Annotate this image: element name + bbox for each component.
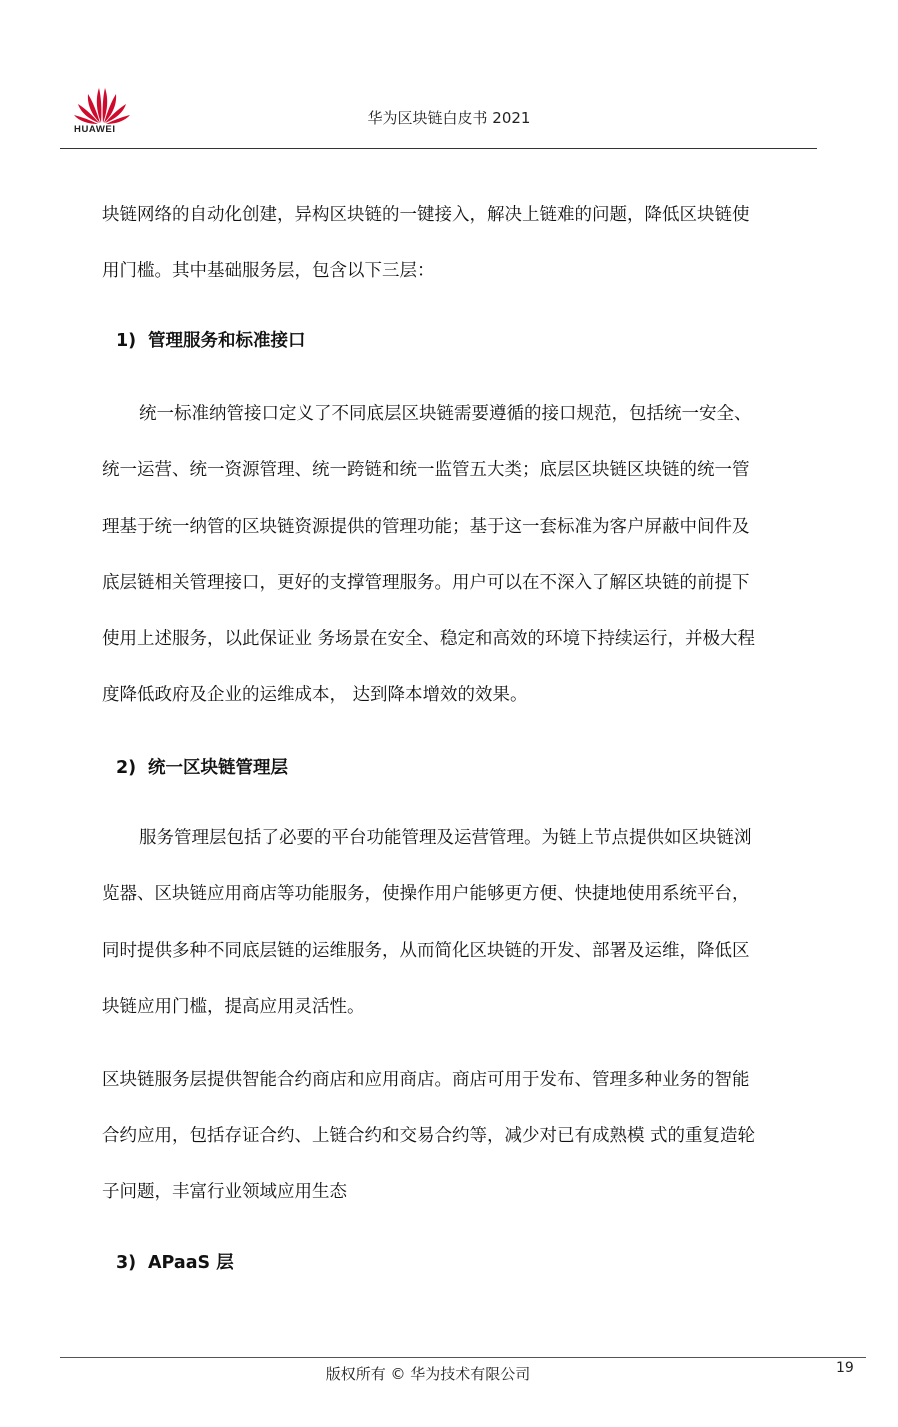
footer-divider (60, 1357, 866, 1358)
body-text-line: 用门槛。其中基础服务层，包含以下三层： (102, 261, 435, 281)
section-number: 1) (116, 331, 137, 351)
body-text-line: 块链网络的自动化创建，异构区块链的一键接入，解决上链难的问题，降低区块链使 (102, 205, 750, 225)
body-text-line: 统一标准纳管接口定义了不同底层区块链需要遵循的接口规范，包括统一安全、 (139, 404, 752, 424)
body-text-line: 服务管理层包括了必要的平台功能管理及运营管理。为链上节点提供如区块链浏 (139, 828, 752, 848)
body-text-line: 块链应用门槛，提高应用灵活性。 (102, 997, 365, 1017)
body-text-line: 览器、区块链应用商店等功能服务，使操作用户能够更方便、快捷地使用系统平台， (102, 884, 750, 904)
section-title: 管理服务和标准接口 (148, 331, 306, 351)
section-title: APaaS 层 (148, 1253, 234, 1273)
section-title: 统一区块链管理层 (148, 758, 288, 778)
document-header-title: 华为区块链白皮书 2021 (367, 109, 531, 127)
page-number: 19 (836, 1360, 854, 1376)
logo-wordmark: HUAWEI (74, 124, 116, 135)
body-text-line: 同时提供多种不同底层链的运维服务，从而简化区块链的开发、部署及运维，降低区 (102, 941, 750, 961)
body-text-line: 区块链服务层提供智能合约商店和应用商店。商店可用于发布、管理多种业务的智能 (102, 1070, 750, 1090)
body-text-line: 理基于统一纳管的区块链资源提供的管理功能；基于这一套标准为客户屏蔽中间件及 (102, 517, 750, 537)
header-divider (60, 148, 817, 149)
body-text-line: 度降低政府及企业的运维成本， 达到降本增效的效果。 (102, 685, 528, 705)
body-text-line: 合约应用，包括存证合约、上链合约和交易合约等，减少对已有成熟模 式的重复造轮 (102, 1126, 756, 1146)
section-heading-1 (116, 329, 306, 353)
footer-copyright: 版权所有 © 华为技术有限公司 (325, 1365, 531, 1383)
body-text-line: 统一运营、统一资源管理、统一跨链和统一监管五大类；底层区块链区块链的统一管 (102, 460, 750, 480)
body-text-line: 使用上述服务，以此保证业 务场景在安全、稳定和高效的环境下持续运行，并极大程 (102, 629, 756, 649)
section-heading-2 (116, 756, 288, 780)
section-heading-3 (116, 1251, 234, 1275)
body-text-line: 底层链相关管理接口，更好的支撑管理服务。用户可以在不深入了解区块链的前提下 (102, 573, 750, 593)
body-text-line: 子问题，丰富行业领域应用生态 (102, 1182, 347, 1202)
section-number: 3) (116, 1253, 137, 1273)
section-number: 2) (116, 758, 137, 778)
